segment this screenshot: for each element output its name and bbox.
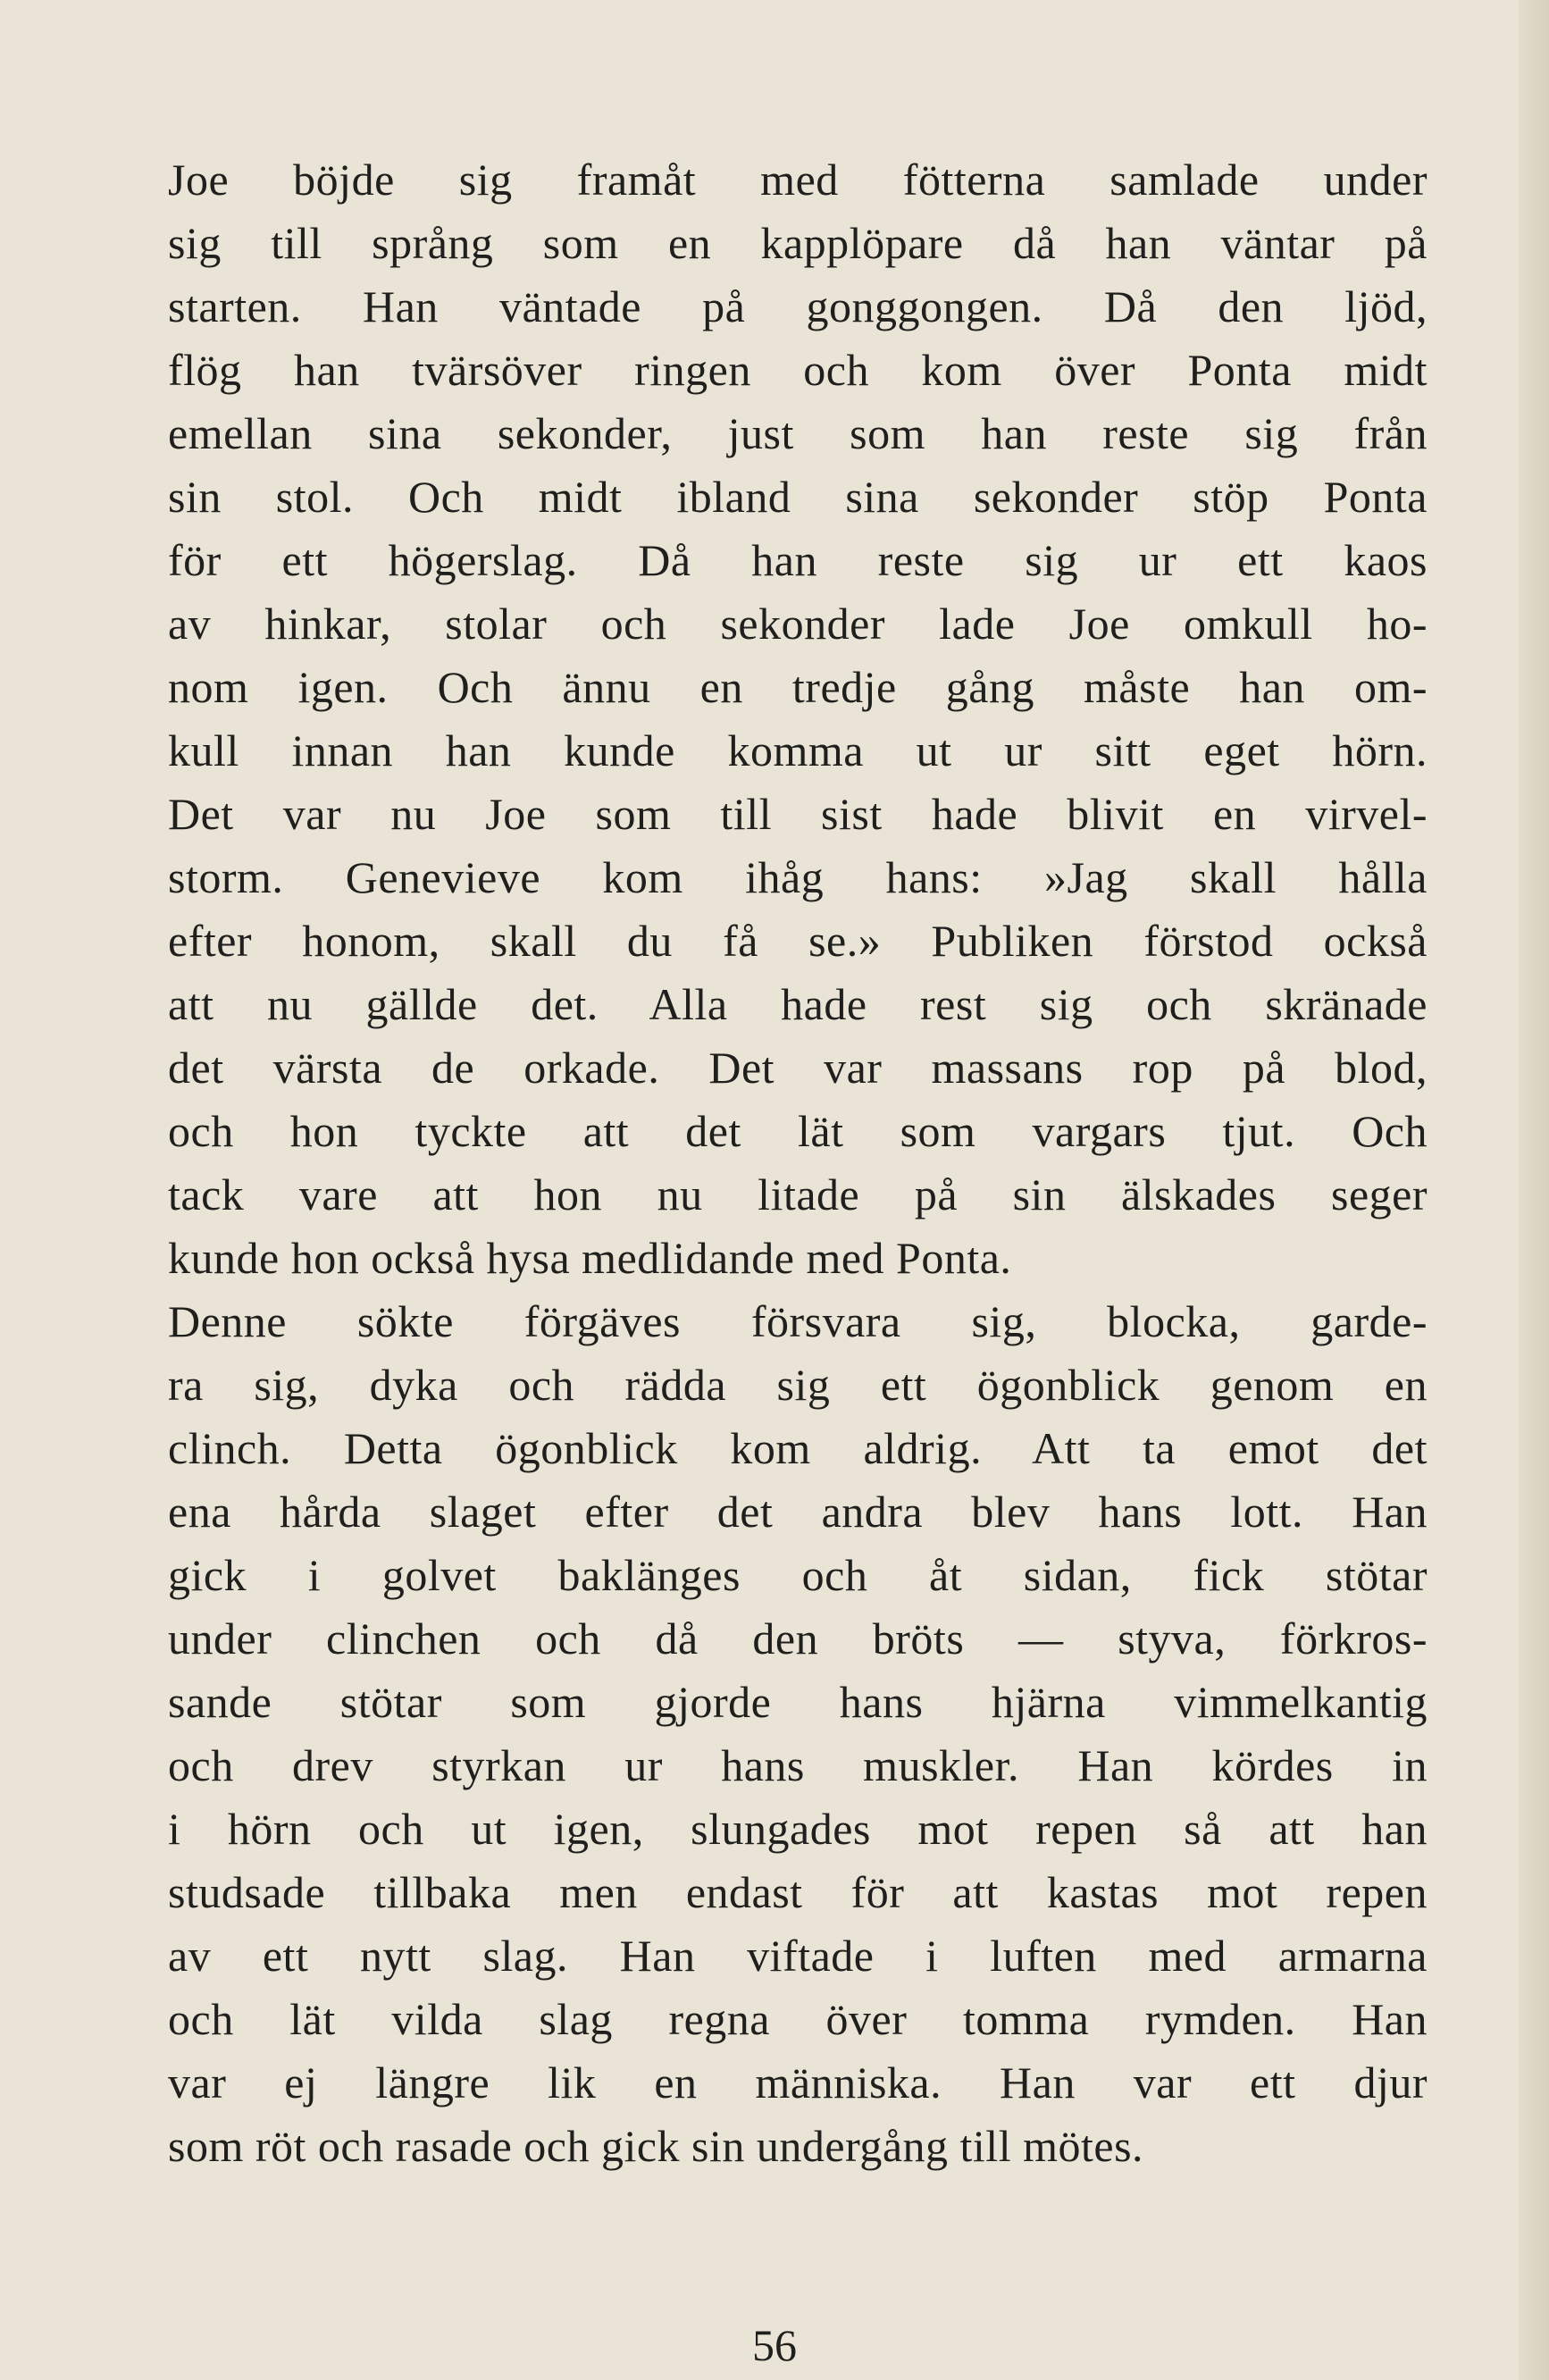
- text-line: av ett nytt slag. Han viftade i luften med armarna: [168, 1931, 1428, 1981]
- text-line: var ej längre lik en människa. Han var ett djur: [168, 2057, 1428, 2108]
- text-line: emellan sina sekonder, just som han reste sig från: [168, 408, 1428, 458]
- page-edge-shadow: [1519, 0, 1549, 2380]
- body-text: [168, 148, 1428, 2178]
- text-line: sig till språng som en kapplöpare då han väntar på: [168, 218, 1428, 268]
- text-line: för ett högerslag. Då han reste sig ur ett kaos: [168, 535, 1428, 585]
- text-line: tack vare att hon nu litade på sin älskades seger: [168, 1169, 1428, 1219]
- text-line: kunde hon också hysa medlidande med Ponta.: [168, 1233, 1012, 1283]
- text-line: och hon tyckte att det lät som vargars tjut. Och: [168, 1106, 1428, 1156]
- text-line: Denne sökte förgäves försvara sig, blocka, garde-: [168, 1296, 1428, 1346]
- text-line: och drev styrkan ur hans muskler. Han kördes in: [168, 1740, 1428, 1790]
- text-line: nom igen. Och ännu en tredje gång måste han om-: [168, 662, 1428, 712]
- text-line: som röt och rasade och gick sin undergång till mötes.: [168, 2121, 1144, 2171]
- text-line: efter honom, skall du få se.» Publiken förstod också: [168, 916, 1428, 966]
- text-line: clinch. Detta ögonblick kom aldrig. Att ta emot det: [168, 1423, 1428, 1473]
- text-line: starten. Han väntade på gonggongen. Då den ljöd,: [168, 281, 1428, 331]
- text-line: kull innan han kunde komma ut ur sitt eget hörn.: [168, 725, 1428, 775]
- text-line: Joe böjde sig framåt med fötterna samlade under: [168, 155, 1428, 205]
- text-line: under clinchen och då den bröts — styva, förkros-: [168, 1613, 1428, 1663]
- text-line: i hörn och ut igen, slungades mot repen så att han: [168, 1804, 1428, 1854]
- text-line: Det var nu Joe som till sist hade blivit en virvel-: [168, 789, 1428, 839]
- text-line: sande stötar som gjorde hans hjärna vimmelkantig: [168, 1677, 1428, 1727]
- text-line: flög han tvärsöver ringen och kom över Ponta midt: [168, 345, 1428, 395]
- text-line: storm. Genevieve kom ihåg hans: »Jag skall hålla: [168, 852, 1428, 902]
- text-line: av hinkar, stolar och sekonder lade Joe omkull ho-: [168, 599, 1428, 649]
- text-line: ra sig, dyka och rädda sig ett ögonblick genom en: [168, 1360, 1428, 1410]
- text-line: det värsta de orkade. Det var massans rop på blod,: [168, 1043, 1428, 1093]
- page-number: 56: [752, 2320, 797, 2370]
- text-line: sin stol. Och midt ibland sina sekonder stöp Ponta: [168, 472, 1428, 522]
- text-line: studsade tillbaka men endast för att kastas mot repen: [168, 1867, 1428, 1917]
- text-line: ena hårda slaget efter det andra blev hans lott. Han: [168, 1487, 1428, 1537]
- text-line: att nu gällde det. Alla hade rest sig och skränade: [168, 979, 1428, 1029]
- text-line: gick i golvet baklänges och åt sidan, fick stötar: [168, 1550, 1428, 1600]
- text-line: och lät vilda slag regna över tomma rymden. Han: [168, 1994, 1428, 2044]
